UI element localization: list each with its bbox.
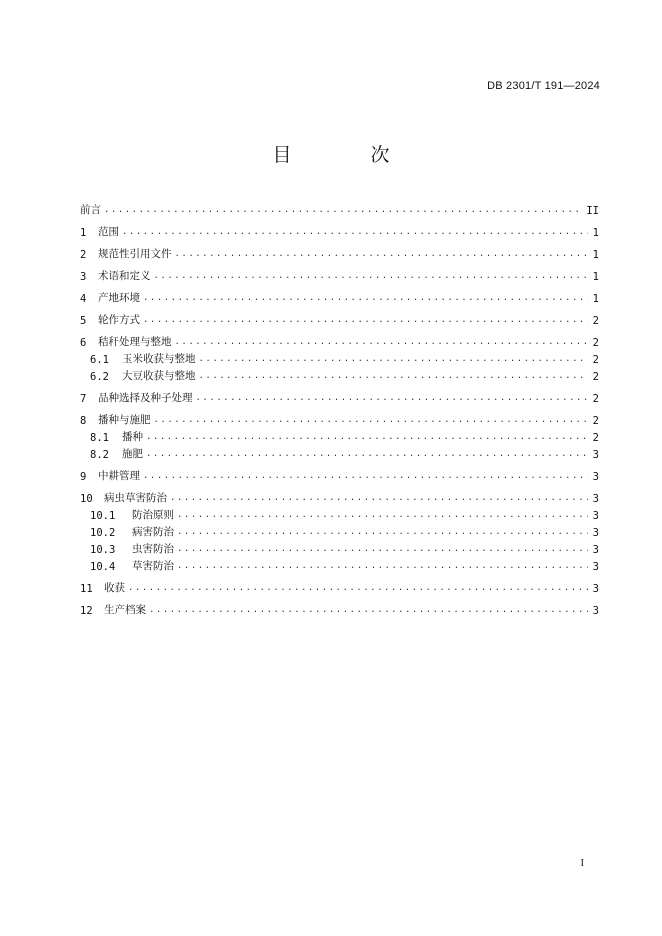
toc-entry-label: 播种 xyxy=(122,431,143,443)
toc-entry-number: 10.4 xyxy=(90,561,116,573)
toc-entry-number: 8 xyxy=(80,415,87,427)
toc-entry[interactable] xyxy=(80,366,599,383)
toc-entry-label: 播种与施肥 xyxy=(98,414,151,426)
toc-entry-label: 产地环境 xyxy=(98,292,140,304)
toc-entry-number: 11 xyxy=(80,583,93,595)
toc-entry-page: 2 xyxy=(592,354,599,366)
toc-entry-page: 3 xyxy=(592,583,599,595)
toc-entry[interactable] xyxy=(80,522,599,539)
toc-entry-page: 3 xyxy=(592,510,599,522)
page-title: 目 次 xyxy=(272,144,420,166)
toc-entry-page: 3 xyxy=(592,561,599,573)
toc-entry[interactable] xyxy=(80,505,599,522)
toc-entry-page: 3 xyxy=(592,544,599,556)
toc-leader-dots xyxy=(177,560,588,573)
toc-leader-dots xyxy=(199,370,589,383)
toc-entry-page: 2 xyxy=(592,371,599,383)
toc-leader-dots xyxy=(175,248,589,261)
toc-entry-label: 中耕管理 xyxy=(98,470,140,482)
toc-leader-dots xyxy=(146,448,588,461)
toc-entry-label: 病害防治 xyxy=(132,526,174,538)
toc-entry-number: 8.2 xyxy=(90,449,109,461)
toc-entry-label: 病虫草害防治 xyxy=(104,492,167,504)
toc-entry[interactable] xyxy=(80,200,599,217)
toc-leader-dots xyxy=(143,292,588,305)
toc-leader-dots xyxy=(128,582,588,595)
toc-entry[interactable] xyxy=(80,310,599,327)
toc-entry-number: 7 xyxy=(80,393,87,405)
toc-entry-number: 8.1 xyxy=(90,432,109,444)
toc-leader-dots xyxy=(154,270,589,283)
toc-entry-page: 3 xyxy=(592,493,599,505)
toc-entry-number: 10.3 xyxy=(90,544,116,556)
toc-entry-number: 6 xyxy=(80,337,87,349)
toc-leader-dots xyxy=(177,526,588,539)
toc-entry-label: 品种选择及种子处理 xyxy=(98,392,193,404)
toc-leader-dots xyxy=(170,492,588,505)
toc-entry-label: 草害防治 xyxy=(132,560,174,572)
toc-leader-dots xyxy=(177,509,588,522)
toc-entry-number: 10 xyxy=(80,493,93,505)
toc-entry-label: 施肥 xyxy=(122,448,143,460)
toc-leader-dots xyxy=(104,204,583,217)
toc-entry-number: 5 xyxy=(80,315,87,327)
toc-entry-label: 大豆收获与整地 xyxy=(122,370,196,382)
toc-entry[interactable] xyxy=(80,600,599,617)
toc-entry-label: 生产档案 xyxy=(104,604,146,616)
toc-entry-page: 1 xyxy=(592,249,599,261)
toc-leader-dots xyxy=(196,392,589,405)
toc-entry[interactable] xyxy=(80,556,599,573)
toc-entry-number: 6.1 xyxy=(90,354,109,366)
page-number: I xyxy=(580,858,584,869)
toc-entry-number: 9 xyxy=(80,471,87,483)
toc-entry-page: II xyxy=(586,205,599,217)
table-of-contents xyxy=(80,200,599,617)
toc-entry[interactable] xyxy=(80,466,599,483)
toc-entry-label: 轮作方式 xyxy=(98,314,140,326)
standard-code: DB 2301/T 191—2024 xyxy=(487,80,600,92)
toc-entry-number: 10.1 xyxy=(90,510,116,522)
toc-leader-dots xyxy=(149,604,588,617)
toc-leader-dots xyxy=(146,431,588,444)
toc-entry-page: 1 xyxy=(592,227,599,239)
toc-entry-label: 玉米收获与整地 xyxy=(122,353,196,365)
toc-entry-page: 3 xyxy=(592,449,599,461)
toc-entry-label: 规范性引用文件 xyxy=(98,248,172,260)
toc-entry-label: 虫害防治 xyxy=(132,543,174,555)
toc-entry-label: 范围 xyxy=(98,226,119,238)
toc-entry[interactable] xyxy=(80,539,599,556)
toc-entry-page: 2 xyxy=(592,315,599,327)
toc-entry-page: 2 xyxy=(592,432,599,444)
toc-entry-number: 10.2 xyxy=(90,527,116,539)
toc-entry[interactable] xyxy=(80,488,599,505)
toc-leader-dots xyxy=(143,314,588,327)
toc-entry-page: 1 xyxy=(592,293,599,305)
toc-leader-dots xyxy=(175,336,589,349)
toc-entry-label: 前言 xyxy=(80,204,101,216)
toc-entry[interactable] xyxy=(80,410,599,427)
toc-entry-number: 2 xyxy=(80,249,87,261)
toc-entry[interactable] xyxy=(80,288,599,305)
toc-entry[interactable] xyxy=(80,349,599,366)
toc-entry-page: 3 xyxy=(592,605,599,617)
toc-entry-page: 1 xyxy=(592,271,599,283)
toc-entry-page: 2 xyxy=(592,337,599,349)
toc-leader-dots xyxy=(199,353,589,366)
toc-leader-dots xyxy=(143,470,588,483)
toc-entry[interactable] xyxy=(80,244,599,261)
toc-entry[interactable] xyxy=(80,222,599,239)
toc-entry-number: 6.2 xyxy=(90,371,109,383)
toc-entry-number: 12 xyxy=(80,605,93,617)
toc-entry-label: 秸秆处理与整地 xyxy=(98,336,172,348)
toc-entry-label: 收获 xyxy=(104,582,125,594)
toc-entry-page: 2 xyxy=(592,393,599,405)
toc-entry[interactable] xyxy=(80,388,599,405)
toc-leader-dots xyxy=(122,226,588,239)
toc-entry-number: 4 xyxy=(80,293,87,305)
toc-entry[interactable] xyxy=(80,332,599,349)
toc-entry-label: 防治原则 xyxy=(132,509,174,521)
toc-entry-number: 3 xyxy=(80,271,87,283)
toc-entry[interactable] xyxy=(80,266,599,283)
toc-entry-page: 2 xyxy=(592,415,599,427)
toc-entry-label: 术语和定义 xyxy=(98,270,151,282)
toc-entry[interactable] xyxy=(80,444,599,461)
toc-entry-page: 3 xyxy=(592,471,599,483)
toc-leader-dots xyxy=(154,414,589,427)
toc-entry-page: 3 xyxy=(592,527,599,539)
toc-entry-number: 1 xyxy=(80,227,87,239)
toc-entry[interactable] xyxy=(80,578,599,595)
toc-entry[interactable] xyxy=(80,427,599,444)
toc-leader-dots xyxy=(177,543,588,556)
